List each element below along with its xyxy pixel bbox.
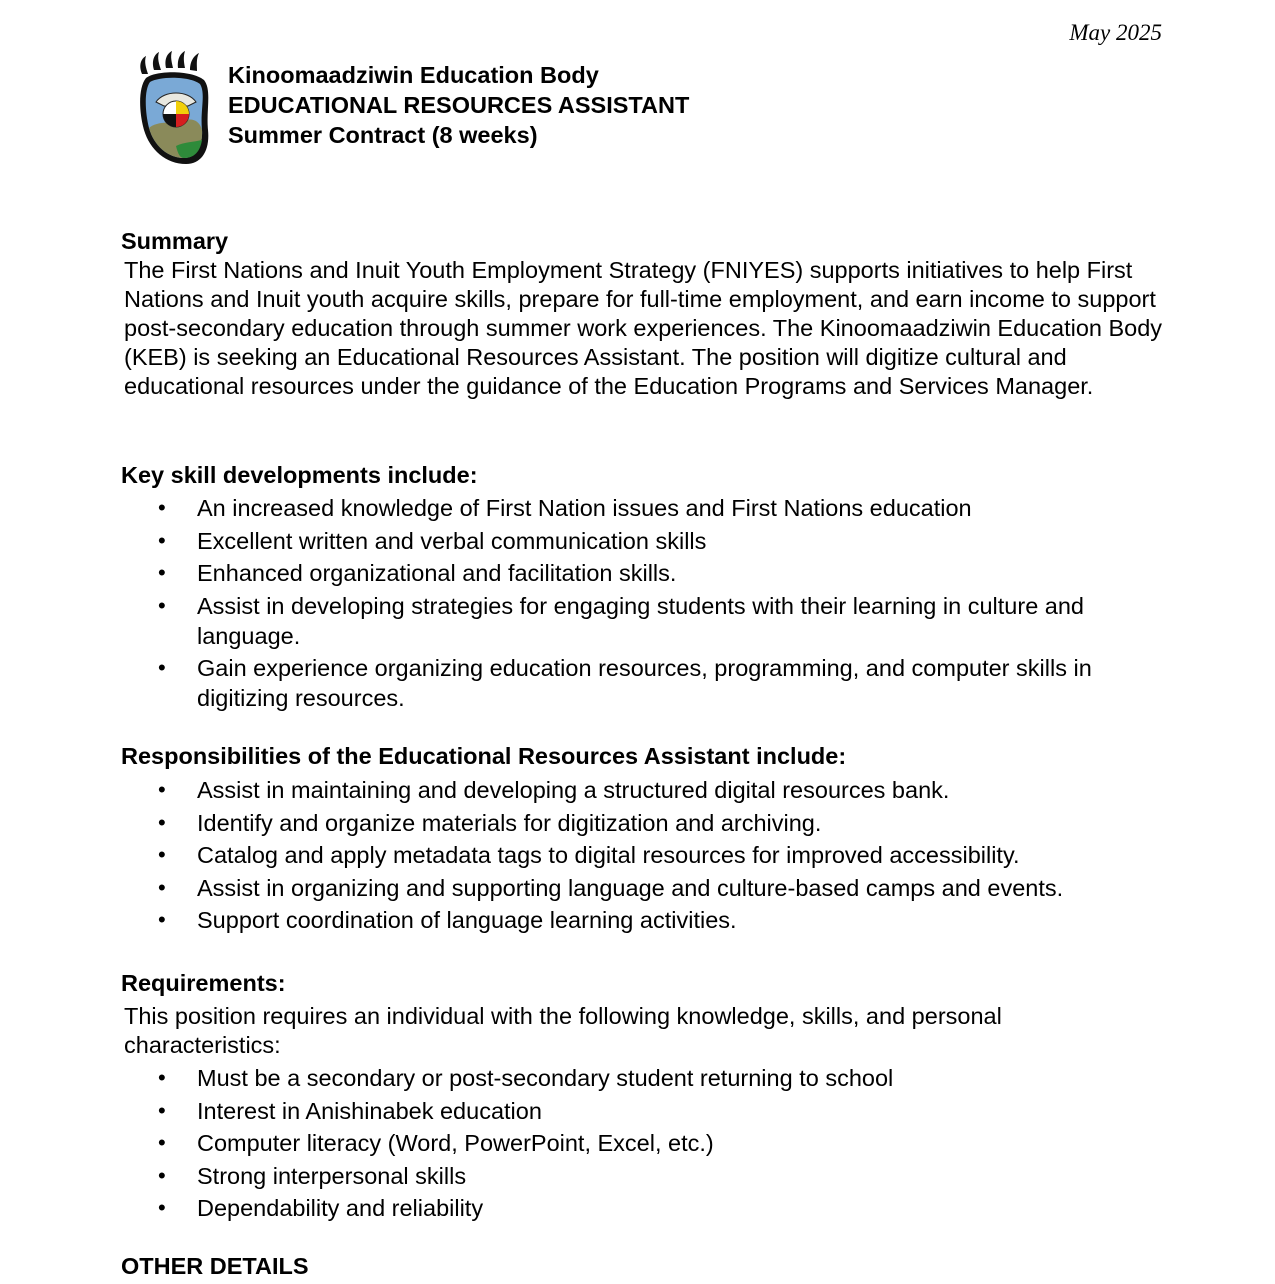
list-item: • Dependability and reliability bbox=[158, 1193, 1168, 1223]
position-title: EDUCATIONAL RESOURCES ASSISTANT bbox=[228, 92, 690, 118]
summary-heading: Summary bbox=[121, 228, 229, 254]
requirements-list bbox=[158, 1063, 1168, 1226]
list-item: • An increased knowledge of First Nation issues and First Nations education bbox=[158, 493, 1168, 523]
list-item: • Strong interpersonal skills bbox=[158, 1161, 1168, 1191]
list-item: • Identify and organize materials for digitization and archiving. bbox=[158, 808, 1168, 838]
list-item: • Excellent written and verbal communication skills bbox=[158, 526, 1168, 556]
responsibilities-heading: Responsibilities of the Educational Resources Assistant include: bbox=[121, 743, 847, 769]
contract-term: Summer Contract (8 weeks) bbox=[228, 122, 538, 148]
summary-text: The First Nations and Inuit Youth Employment Strategy (FNIYES) supports initiatives to help First Nations and Inuit youth acquire skills, prepare for full-time employment, and earn income to support post-secondary education through summer work experiences. The Kinoomaadziwin Education Body (KEB) is seeking an Educational Resources Assistant. The position will digitize cultural and educational resources under the guidance of the Education Programs and Services Manager. bbox=[124, 257, 1163, 399]
organization-name: Kinoomaadziwin Education Body bbox=[228, 62, 599, 88]
bear-paw-logo-icon bbox=[136, 50, 212, 166]
requirements-heading: Requirements: bbox=[121, 970, 286, 996]
list-item: • Assist in maintaining and developing a structured digital resources bank. bbox=[158, 775, 1168, 805]
document-date: May 2025 bbox=[1069, 20, 1162, 45]
requirements-intro: This position requires an individual with the following knowledge, skills, and personal characteristics: bbox=[124, 1003, 1002, 1058]
skills-heading: Key skill developments include: bbox=[121, 462, 478, 488]
list-item: • Interest in Anishinabek education bbox=[158, 1096, 1168, 1126]
document-header bbox=[228, 60, 689, 150]
skills-list bbox=[158, 493, 1168, 716]
list-item: • Assist in organizing and supporting language and culture-based camps and events. bbox=[158, 873, 1168, 903]
list-item: • Gain experience organizing education resources, programming, and computer skills in digitizing resources. bbox=[158, 653, 1168, 713]
list-item: • Enhanced organizational and facilitation skills. bbox=[158, 558, 1168, 588]
list-item: • Support coordination of language learning activities. bbox=[158, 905, 1168, 935]
list-item: • Must be a secondary or post-secondary student returning to school bbox=[158, 1063, 1168, 1093]
other-details-heading: OTHER DETAILS bbox=[121, 1253, 309, 1279]
responsibilities-list bbox=[158, 775, 1168, 938]
list-item: • Catalog and apply metadata tags to digital resources for improved accessibility. bbox=[158, 840, 1168, 870]
list-item: • Assist in developing strategies for engaging students with their learning in culture and language. bbox=[158, 591, 1168, 651]
list-item: • Computer literacy (Word, PowerPoint, Excel, etc.) bbox=[158, 1128, 1168, 1158]
